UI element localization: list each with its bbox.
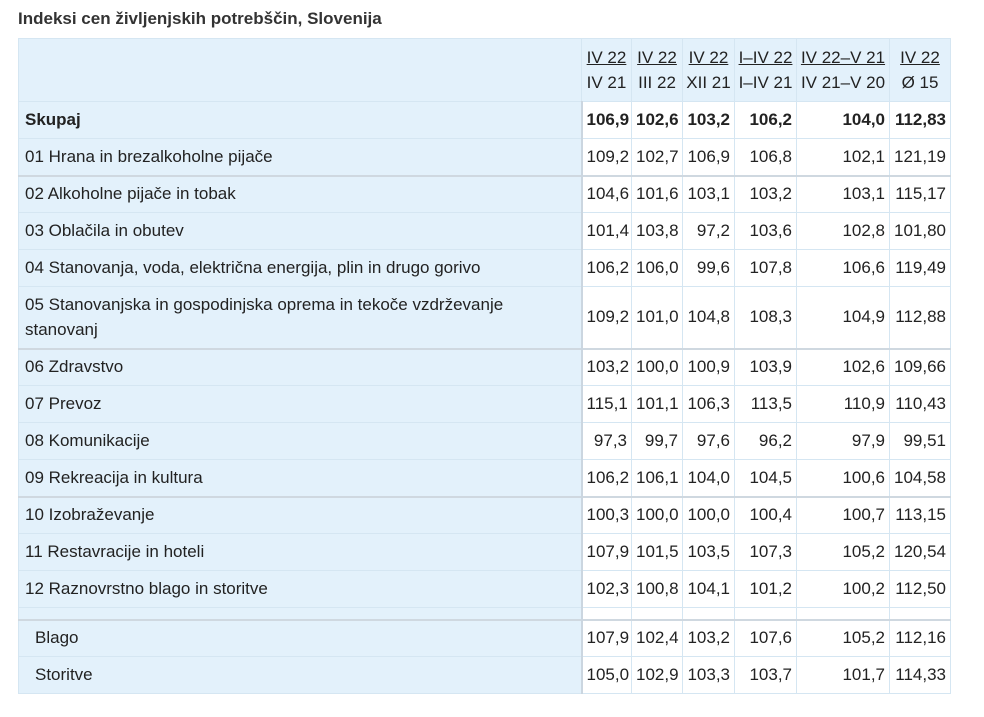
table-cell: 103,2 [582, 349, 632, 386]
table-row [19, 386, 951, 423]
spacer-cell [683, 608, 735, 620]
row-label: 11 Restavracije in hoteli [19, 534, 582, 571]
table-cell: 120,54 [890, 534, 951, 571]
table-cell: 101,2 [735, 571, 797, 608]
table-cell: 102,1 [797, 139, 890, 176]
spacer-cell [632, 608, 683, 620]
row-label: 04 Stanovanja, voda, električna energija, plin in drugo gorivo [19, 250, 582, 287]
table-cell: 114,33 [890, 657, 951, 694]
table-cell: 108,3 [735, 287, 797, 349]
table-row [19, 287, 951, 349]
column-header-bottom: III 22 [638, 73, 676, 92]
column-header-bottom: Ø 15 [901, 73, 939, 92]
row-label: 02 Alkoholne pijače in tobak [19, 176, 582, 213]
table-cell: 113,15 [890, 497, 951, 534]
table-cell: 110,9 [797, 386, 890, 423]
table-cell: 103,2 [683, 620, 735, 657]
table-cell: 101,5 [632, 534, 683, 571]
table-row [19, 139, 951, 176]
column-header-top[interactable]: IV 22 [900, 48, 940, 67]
column-header[interactable] [683, 39, 735, 102]
column-header[interactable] [735, 39, 797, 102]
column-header-bottom: IV 21 [586, 73, 627, 92]
table-cell: 112,88 [890, 287, 951, 349]
column-header-bottom: XII 21 [686, 73, 731, 92]
column-header-bottom: I–IV 21 [738, 73, 793, 92]
table-cell: 100,4 [735, 497, 797, 534]
table-cell: 102,8 [797, 213, 890, 250]
table-cell: 115,17 [890, 176, 951, 213]
column-header-top[interactable]: IV 22–V 21 [800, 48, 886, 67]
table-cell: 107,8 [735, 250, 797, 287]
spacer-cell [890, 608, 951, 620]
row-label: Skupaj [19, 102, 582, 139]
column-header-top[interactable]: IV 22 [586, 48, 627, 67]
column-header-top[interactable]: IV 22 [688, 48, 729, 67]
table-cell: 97,2 [683, 213, 735, 250]
table-cell: 101,7 [797, 657, 890, 694]
table-row [19, 620, 951, 657]
table-cell: 103,8 [632, 213, 683, 250]
cpi-table [18, 38, 951, 694]
table-cell: 104,1 [683, 571, 735, 608]
table-cell: 103,2 [735, 176, 797, 213]
table-row [19, 176, 951, 213]
table-cell: 119,49 [890, 250, 951, 287]
table-cell: 109,2 [582, 139, 632, 176]
table-cell: 97,3 [582, 423, 632, 460]
table-cell: 99,6 [683, 250, 735, 287]
table-title: Indeksi cen življenjskih potrebščin, Slovenija [18, 9, 382, 28]
table-cell: 97,9 [797, 423, 890, 460]
table-cell: 104,58 [890, 460, 951, 497]
row-label: 06 Zdravstvo [19, 349, 582, 386]
table-cell: 101,1 [632, 386, 683, 423]
table-row [19, 250, 951, 287]
table-row [19, 534, 951, 571]
table-cell: 104,8 [683, 287, 735, 349]
table-cell: 105,2 [797, 620, 890, 657]
table-cell: 103,1 [683, 176, 735, 213]
spacer-cell [19, 608, 582, 620]
table-cell: 99,7 [632, 423, 683, 460]
column-header-top[interactable]: I–IV 22 [738, 48, 793, 67]
table-cell: 115,1 [582, 386, 632, 423]
table-row [19, 213, 951, 250]
table-cell: 106,9 [582, 102, 632, 139]
table-cell: 100,0 [683, 497, 735, 534]
column-header-top[interactable]: IV 22 [637, 48, 677, 67]
table-cell: 106,1 [632, 460, 683, 497]
table-cell: 107,9 [582, 534, 632, 571]
table-cell: 121,19 [890, 139, 951, 176]
table-cell: 103,9 [735, 349, 797, 386]
row-label: 05 Stanovanjska in gospodinjska oprema in tekoče vzdrževanje stanovanj [19, 287, 582, 349]
header-row [19, 39, 951, 102]
table-cell: 106,6 [797, 250, 890, 287]
table-cell: 101,0 [632, 287, 683, 349]
table-cell: 100,8 [632, 571, 683, 608]
table-cell: 113,5 [735, 386, 797, 423]
row-label: 09 Rekreacija in kultura [19, 460, 582, 497]
table-cell: 103,6 [735, 213, 797, 250]
table-cell: 107,6 [735, 620, 797, 657]
spacer-cell [582, 608, 632, 620]
row-label: 10 Izobraževanje [19, 497, 582, 534]
table-cell: 112,83 [890, 102, 951, 139]
table-cell: 101,6 [632, 176, 683, 213]
row-label: 08 Komunikacije [19, 423, 582, 460]
table-cell: 102,4 [632, 620, 683, 657]
table-cell: 100,0 [632, 349, 683, 386]
spacer-cell [735, 608, 797, 620]
table-cell: 102,6 [632, 102, 683, 139]
table-cell: 106,2 [735, 102, 797, 139]
table-cell: 112,50 [890, 571, 951, 608]
table-cell: 100,9 [683, 349, 735, 386]
table-cell: 104,5 [735, 460, 797, 497]
table-row [19, 460, 951, 497]
table-cell: 106,9 [683, 139, 735, 176]
column-header[interactable] [582, 39, 632, 102]
table-cell: 106,2 [582, 460, 632, 497]
row-label: 07 Prevoz [19, 386, 582, 423]
table-cell: 96,2 [735, 423, 797, 460]
table-cell: 105,2 [797, 534, 890, 571]
table-row [19, 657, 951, 694]
table-cell: 100,0 [632, 497, 683, 534]
table-cell: 103,5 [683, 534, 735, 571]
column-header[interactable] [797, 39, 890, 102]
column-header-bottom: IV 21–V 20 [800, 73, 886, 92]
table-cell: 100,6 [797, 460, 890, 497]
table-cell: 106,8 [735, 139, 797, 176]
header-corner [19, 39, 582, 102]
table-cell: 106,2 [582, 250, 632, 287]
table-cell: 100,3 [582, 497, 632, 534]
table-cell: 107,9 [582, 620, 632, 657]
table-cell: 110,43 [890, 386, 951, 423]
table-row [19, 423, 951, 460]
table-row [19, 497, 951, 534]
table-cell: 103,1 [797, 176, 890, 213]
row-label: 12 Raznovrstno blago in storitve [19, 571, 582, 608]
table-cell: 101,80 [890, 213, 951, 250]
table-cell: 100,2 [797, 571, 890, 608]
table-cell: 103,2 [683, 102, 735, 139]
table-cell: 102,9 [632, 657, 683, 694]
table-cell: 107,3 [735, 534, 797, 571]
table-cell: 106,0 [632, 250, 683, 287]
column-header[interactable] [632, 39, 683, 102]
spacer-row [19, 608, 951, 620]
table-cell: 112,16 [890, 620, 951, 657]
table-cell: 106,3 [683, 386, 735, 423]
table-cell: 109,2 [582, 287, 632, 349]
table-cell: 100,7 [797, 497, 890, 534]
table-cell: 104,6 [582, 176, 632, 213]
table-cell: 103,7 [735, 657, 797, 694]
table-row [19, 349, 951, 386]
table-cell: 104,9 [797, 287, 890, 349]
column-header[interactable] [890, 39, 951, 102]
table-cell: 105,0 [582, 657, 632, 694]
table-row [19, 571, 951, 608]
table-cell: 102,6 [797, 349, 890, 386]
table-cell: 104,0 [683, 460, 735, 497]
table-cell: 99,51 [890, 423, 951, 460]
table-cell: 97,6 [683, 423, 735, 460]
table-cell: 109,66 [890, 349, 951, 386]
row-label: 01 Hrana in brezalkoholne pijače [19, 139, 582, 176]
spacer-cell [797, 608, 890, 620]
row-label: 03 Oblačila in obutev [19, 213, 582, 250]
table-cell: 102,7 [632, 139, 683, 176]
table-cell: 103,3 [683, 657, 735, 694]
row-label: Blago [19, 620, 582, 657]
table-cell: 101,4 [582, 213, 632, 250]
table-cell: 104,0 [797, 102, 890, 139]
table-row [19, 102, 951, 139]
row-label: Storitve [19, 657, 582, 694]
table-cell: 102,3 [582, 571, 632, 608]
